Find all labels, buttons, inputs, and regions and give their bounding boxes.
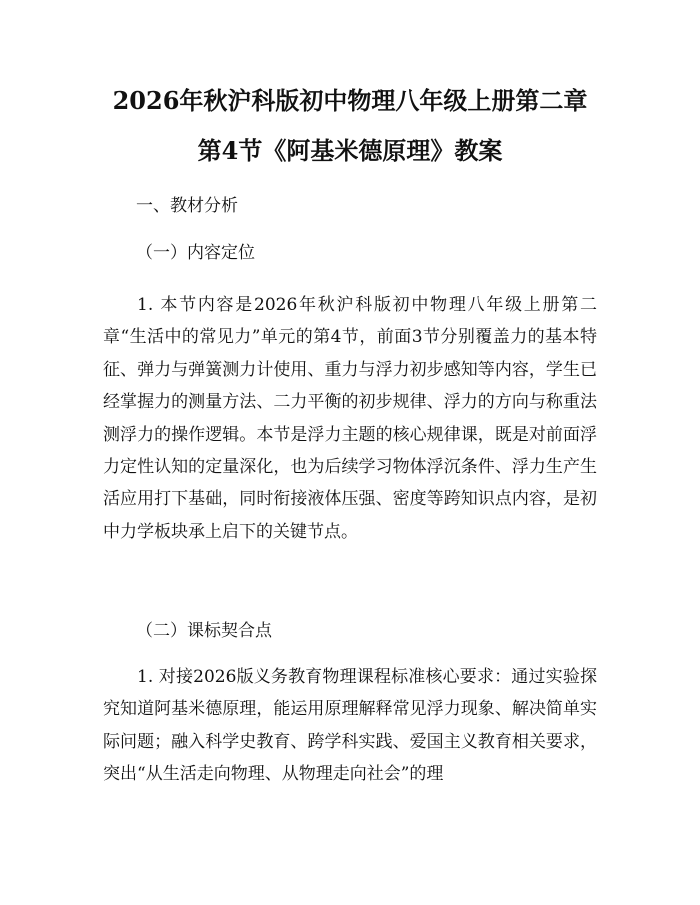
document-title-line-2: 第4节《阿基米德原理》教案 [197,136,503,165]
paragraph-curriculum-alignment: 1. 对接2026版义务教育物理课程标准核心要求：通过实验探究知道阿基米德原理，能运用原理解释常见浮力现象、解决简单实际问题；融入科学史教育、跨学科实践、爱国主义教育相关要求，突出“从生活走向物理、从物理走向社会”的理 [103,667,597,785]
section-heading-textbook-analysis: 一、教材分析 [136,196,238,216]
paragraph-content-positioning: 1. 本节内容是2026年秋沪科版初中物理八年级上册第二章“生活中的常见力”单元的第4节，前面3节分别覆盖力的基本特征、弹力与弹簧测力计使用、重力与浮力初步感知等内容，学生已经掌握力的测量方法、二力平衡的初步规律、浮力的方向与称重法测浮力的操作逻辑。本节是浮力主题的核心规律课，既是对前面浮力定性认知的定量深化，也为后续学习物体浮沉条件、浮力生产生活应用打下基础，同时衔接液体压强、密度等跨知识点内容，是初中力学板块承上启下的关键节点。 [103,295,597,542]
subsection-heading-content-positioning: （一）内容定位 [136,243,255,263]
document-title-line-1: 2026年秋沪科版初中物理八年级上册第二章 [112,86,588,115]
subsection-heading-curriculum-alignment: （二）课标契合点 [136,621,272,641]
